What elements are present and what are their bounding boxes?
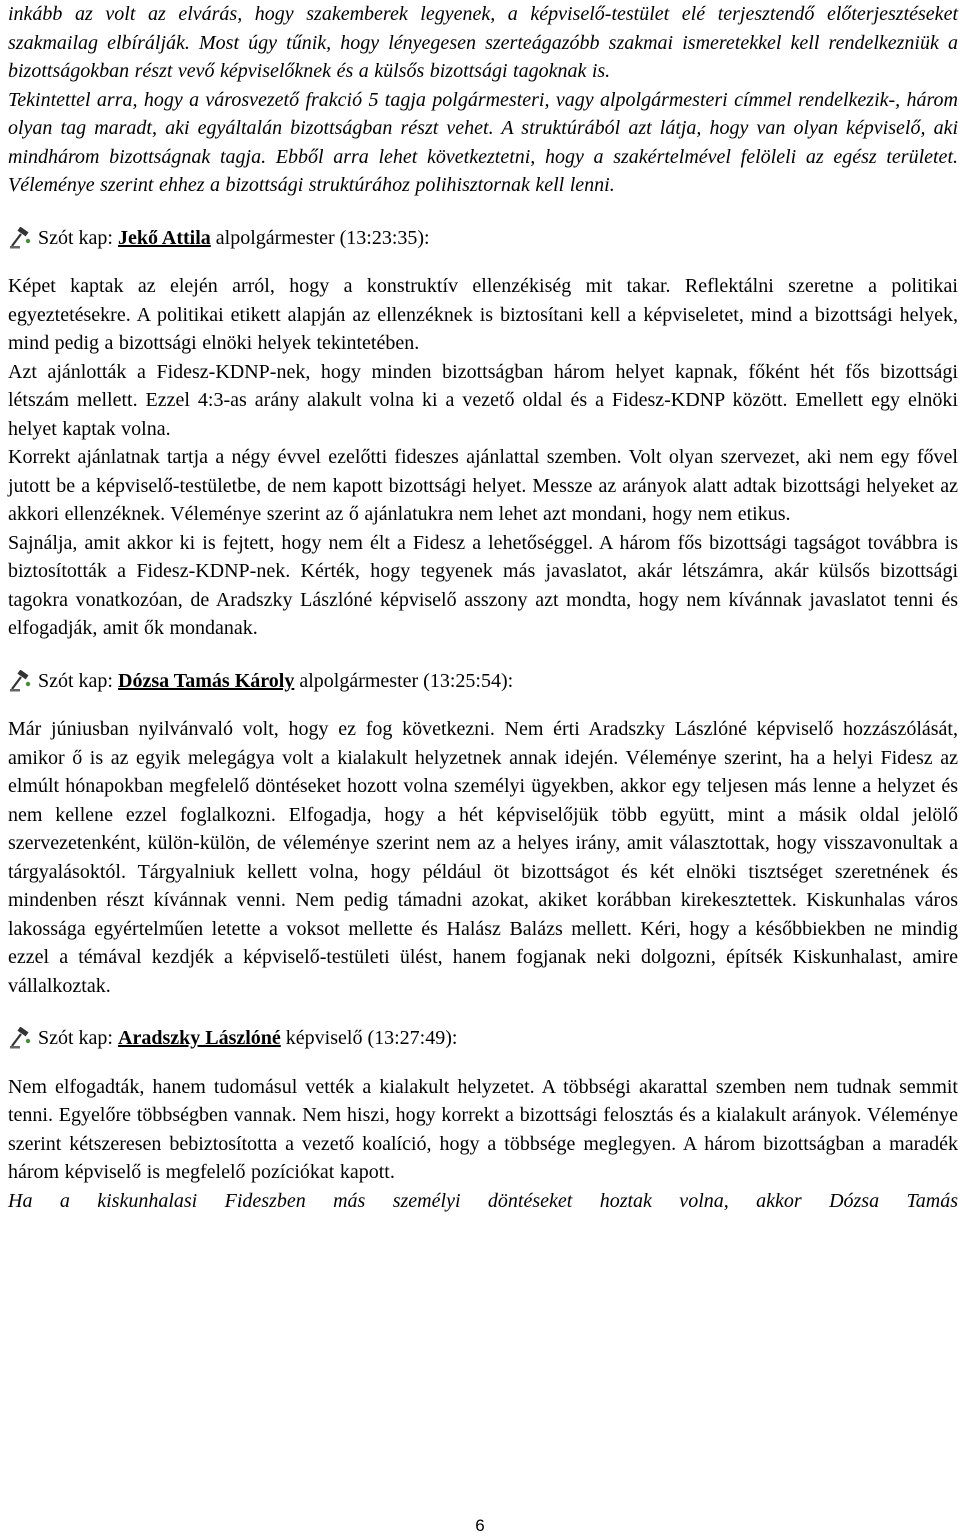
speaker-name: Aradszky Lászlóné xyxy=(118,1027,281,1049)
speaker-name: Dózsa Tamás Károly xyxy=(118,669,295,692)
speaker-role-time: képviselő (13:27:49): xyxy=(285,1027,458,1049)
speaker-heading-dozsa-tamas-karoly xyxy=(8,667,958,696)
gavel-icon xyxy=(8,670,34,692)
speaker-role-time: alpolgármester (13:25:54): xyxy=(299,669,514,692)
paragraph-trailing: Ha a kiskunhalasi Fideszben más személyi döntéseket hoztak volna, akkor Dózsa Tamás xyxy=(8,1189,958,1212)
paragraph: Képet kaptak az elején arról, hogy a konstruktív ellenzékiség mit takar. Reflektálni szeretne a politikai egyeztetésekre. A politikai etikett alapján az ellenzéknek is biztosítani kell a képviseletet, mind a bizottsági helyek, mind pedig a bizottsági elnöki helyek tekintetében. xyxy=(8,275,958,354)
paragraph: Azt ajánlották a Fidesz-KDNP-nek, hogy minden bizottságban három helyet kapnak, főként hét fős bizottsági létszám mellett. Ezzel 4:3-as arány alakult volna ki a vezető oldal és a Fidesz-KDNP között. Emellett egy elnöki helyet kaptak volna. xyxy=(8,360,958,440)
speaker-role-time: alpolgármester (13:23:35): xyxy=(215,226,430,249)
speaker-name: Jekő Attila xyxy=(118,226,211,249)
paragraph: Már júniusban nyilvánvaló volt, hogy ez fog következni. Nem érti Aradszky Lászlóné képviselő hozzászólását, amikor ő is az egyik melegágya volt a kialakult helyzetnek annak idején. Véleménye szerint, ha a helyi Fidesz az elmúlt hónapokban megfelelő döntéseket hozott volna személyi ügyekben, akkor egy teljesen más lenne a helyzet és nem kellene ezzel foglalkozni. Elfogadja, hogy a hét képviselőjük több együtt, mint a másik oldal jelölő szervezetenként, külön-külön, de véleménye szerint nem az a helyes irány, amit választottak, hogy visszavonultak a tárgyalásoktól. Tárgyalniuk kellett volna, hogy például öt bizottságot és két elnöki tisztséget szeretnének és mindenben részt kívánnak venni. Nem pedig támadni azokat, akiket korábban kirekesztettek. Kiskunhalas város lakossága egyértelműen letette a voksot mellette és Halász Balázs mellett. Kéri, hogy a későbbiekben ne mindig ezzel a témával kezdjék a képviselő-testületi ülést, hanem fogjanak neki dolgozni, építsék Kiskunhalast, amire vállalkoztak. xyxy=(8,718,958,997)
paragraph-continued: inkább az volt az elvárás, hogy szakemberek legyenek, a képviselő-testület elé terjesztendő előterjesztéseket szakmailag elbírálják. Most úgy tűnik, hogy lényegesen szerteágazóbb szakmai ismeretekkel kell rendelkezniük a bizottságokban részt vevő képviselőknek és a külsős bizottsági tagoknak is. xyxy=(8,3,958,82)
paragraph: Nem elfogadták, hanem tudomásul vették a kialakult helyzetet. A többségi akarattal szemben nem tudnak semmit tenni. Egyelőre többségben vannak. Nem hiszi, hogy korrekt a bizottsági felosztás és a kialakult arányok. Véleménye szerint kétszeresen bebiztosította a vezető koalíció, hogy a többsége meglegyen. A három bizottságban a maradék három képviselő is megfelelő pozíciókat kapott. xyxy=(8,1075,958,1183)
speaker-heading-jeko-attila xyxy=(8,224,958,253)
document-page xyxy=(8,0,958,1215)
speaker-prefix: Szót kap: xyxy=(38,669,113,692)
page-number: 6 xyxy=(475,1516,485,1535)
speaker-heading-aradszky-laszlone xyxy=(8,1024,958,1053)
paragraph: Tekintettel arra, hogy a városvezető frakció 5 tagja polgármesteri, vagy alpolgármesteri címmel rendelkezik-, három olyan tag maradt, aki egyáltalán bizottságban részt vehet. A struktúrából azt látja, hogy van olyan képviselő, aki mindhárom bizottságnak tagja. Ebből arra lehet következtetni, hogy a szakértelmével felöleli az egész területet. Véleménye szerint ehhez a bizottsági struktúrához polihisztornak kell lenni. xyxy=(8,88,958,196)
paragraph: Sajnálja, amit akkor ki is fejtett, hogy nem élt a Fidesz a lehetőséggel. A három fős bizottsági tagságot továbbra is biztosították a Fidesz-KDNP-nek. Kérték, hogy tegyenek más javaslatot, akár létszámra, akár külsős bizottsági tagokra vonatkozóan, de Aradszky Lászlóné képviselő asszony azt mondta, hogy nem kívánnak javaslatot tenni és elfogadják, amit ők mondanak. xyxy=(8,531,958,639)
speaker-prefix: Szót kap: xyxy=(38,1027,113,1049)
paragraph: Korrekt ajánlatnak tartja a négy évvel ezelőtti fideszes ajánlattal szemben. Volt olyan szervezet, aki nem egy fővel jutott be a képviselő-testületbe, de nem kapott bizottsági helyet. Messze az arányok alatt adtak bizottsági helyeket az akkori ellenzéknek. Véleménye szerint az ő ajánlatukra nem lehet azt mondani, hogy nem etikus. xyxy=(8,446,958,525)
speaker-prefix: Szót kap: xyxy=(38,226,113,249)
gavel-icon xyxy=(8,1027,34,1049)
gavel-icon xyxy=(8,227,34,249)
